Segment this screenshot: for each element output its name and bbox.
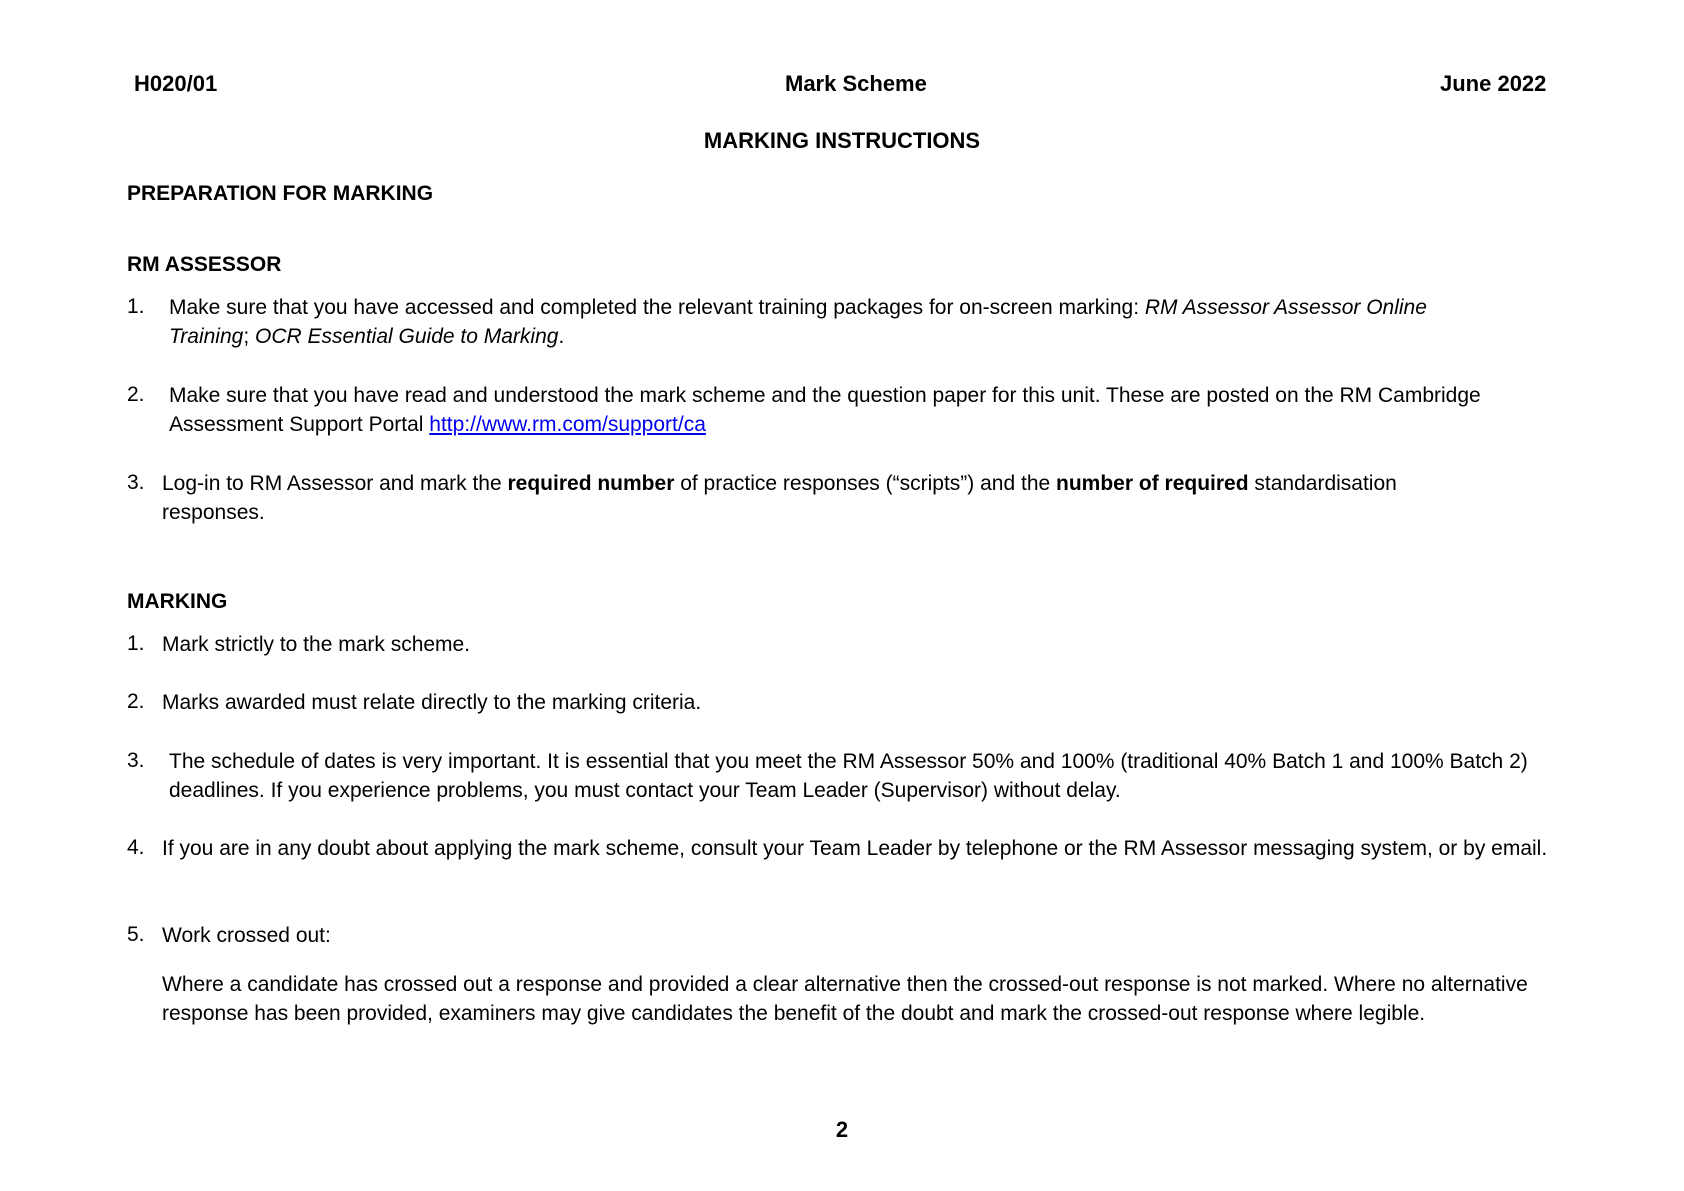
prep-item-3-bold-required-number: required number <box>507 472 675 495</box>
document-title: Mark Scheme <box>785 71 927 96</box>
prep-item-3-text-end: standardisation responses. <box>162 472 1397 524</box>
exam-date: June 2022 <box>1440 71 1547 96</box>
marking-item-4-number: 4. <box>127 836 145 859</box>
prep-item-1-number: 1. <box>127 295 145 318</box>
marking-heading: MARKING <box>127 590 228 613</box>
page-number: 2 <box>835 1117 849 1142</box>
marking-item-4: If you are in any doubt about applying the mark scheme, consult your Team Leader by telephone or the RM Assessor messaging system, or by email. <box>162 837 1548 860</box>
prep-item-3-text-mid: of practice responses (“scripts”) and the <box>674 472 1057 495</box>
marking-item-2-number: 2. <box>127 690 145 713</box>
prep-item-1-text: Make sure that you have accessed and completed the relevant training packages for on-screen marking: <box>169 296 1145 319</box>
prep-item-2-text: Make sure that you have read and understood the mark scheme and the question paper for this unit. These are posted on the RM Cambridge Assessment Support Portal <box>169 384 1481 436</box>
prep-item-1-separator: ; <box>243 325 255 348</box>
prep-item-1-training-title: RM Assessor Assessor Online Training <box>169 296 1427 348</box>
marking-item-3: The schedule of dates is very important. It is essential that you meet the RM Assessor 50% and 100% (traditional 40% Batch 1 and 100% Batch 2) deadlines. If you experience problems, you must contact your Team Leader (Supervisor) without delay. <box>169 750 1528 802</box>
marking-item-3-number: 3. <box>127 749 145 772</box>
crossed-out-note: Where a candidate has crossed out a response and provided a clear alternative then the crossed-out response is not marked. Where no alternative response has been provided, examiners may give candidates the benefit of the doubt and mark the crossed-out response where legible. <box>162 973 1528 1025</box>
prep-item-3 <box>162 469 1492 527</box>
prep-item-3-text: Log-in to RM Assessor and mark the <box>162 472 508 495</box>
marking-item-1-number: 1. <box>127 632 145 655</box>
marking-item-2: Marks awarded must relate directly to the marking criteria. <box>162 691 702 714</box>
prep-item-1-end: . <box>558 325 565 348</box>
support-portal-link[interactable]: http://www.rm.com/support/ca <box>429 413 706 436</box>
paper-code: H020/01 <box>134 71 218 96</box>
marking-item-5-number: 5. <box>127 923 145 946</box>
prep-item-3-bold-number-required: number of required <box>1056 472 1249 495</box>
prep-item-2-number: 2. <box>127 383 145 406</box>
rm-assessor-heading: RM ASSESSOR <box>127 253 282 276</box>
page-title: MARKING INSTRUCTIONS <box>703 128 981 153</box>
prep-item-2 <box>169 381 1569 439</box>
preparation-heading: PREPARATION FOR MARKING <box>127 182 434 205</box>
prep-item-1 <box>169 293 1509 351</box>
prep-item-3-number: 3. <box>127 471 145 494</box>
prep-item-1-guide-title: OCR Essential Guide to Marking <box>254 325 559 348</box>
marking-item-5: Work crossed out: <box>162 924 331 947</box>
marking-item-1: Mark strictly to the mark scheme. <box>162 633 471 656</box>
